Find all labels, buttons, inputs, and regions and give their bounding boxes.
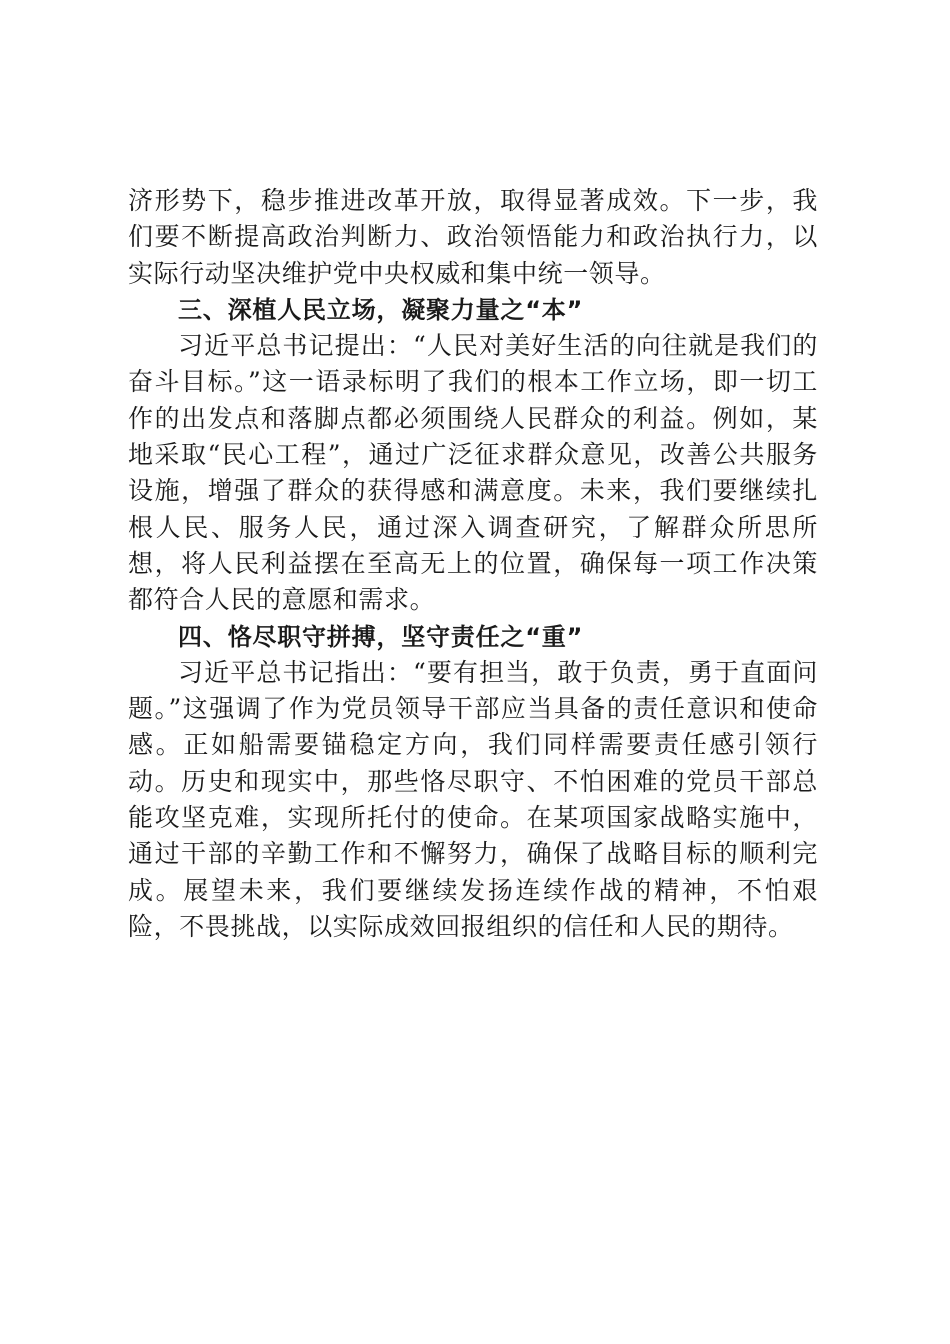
document-body: [128, 183, 818, 945]
paragraph-section-4: 习近平总书记指出：“要有担当，敢于负责，勇于直面问题。”这强调了作为党员领导干部应当具备的责任意识和使命感。正如船需要锚稳定方向，我们同样需要责任感引领行动。历史和现实中，那些恪尽职守、不怕困难的党员干部总能攻坚克难，实现所托付的使命。在某项国家战略实施中，通过干部的辛勤工作和不懈努力，确保了战略目标的顺利完成。展望未来，我们要继续发扬连续作战的精神，不怕艰险，不畏挑战，以实际成效回报组织的信任和人民的期待。: [128, 657, 818, 941]
paragraph-section-3: 习近平总书记提出：“人民对美好生活的向往就是我们的奋斗目标。”这一语录标明了我们的根本工作立场，即一切工作的出发点和落脚点都必须围绕人民群众的利益。例如，某地采取“民心工程”，通过广泛征求群众意见，改善公共服务设施，增强了群众的获得感和满意度。未来，我们要继续扎根人民、服务人民，通过深入调查研究，了解群众所思所想，将人民利益摆在至高无上的位置，确保每一项工作决策都符合人民的意愿和需求。: [128, 331, 818, 615]
paragraph-continuation: 济形势下，稳步推进改革开放，取得显著成效。下一步，我们要不断提高政治判断力、政治领悟能力和政治执行力，以实际行动坚决维护党中央权威和集中统一领导。: [128, 186, 818, 288]
section-heading-4: 四、恪尽职守拼搏，坚守责任之“重”: [178, 622, 584, 651]
section-heading-3: 三、深植人民立场，凝聚力量之“本”: [178, 295, 584, 324]
